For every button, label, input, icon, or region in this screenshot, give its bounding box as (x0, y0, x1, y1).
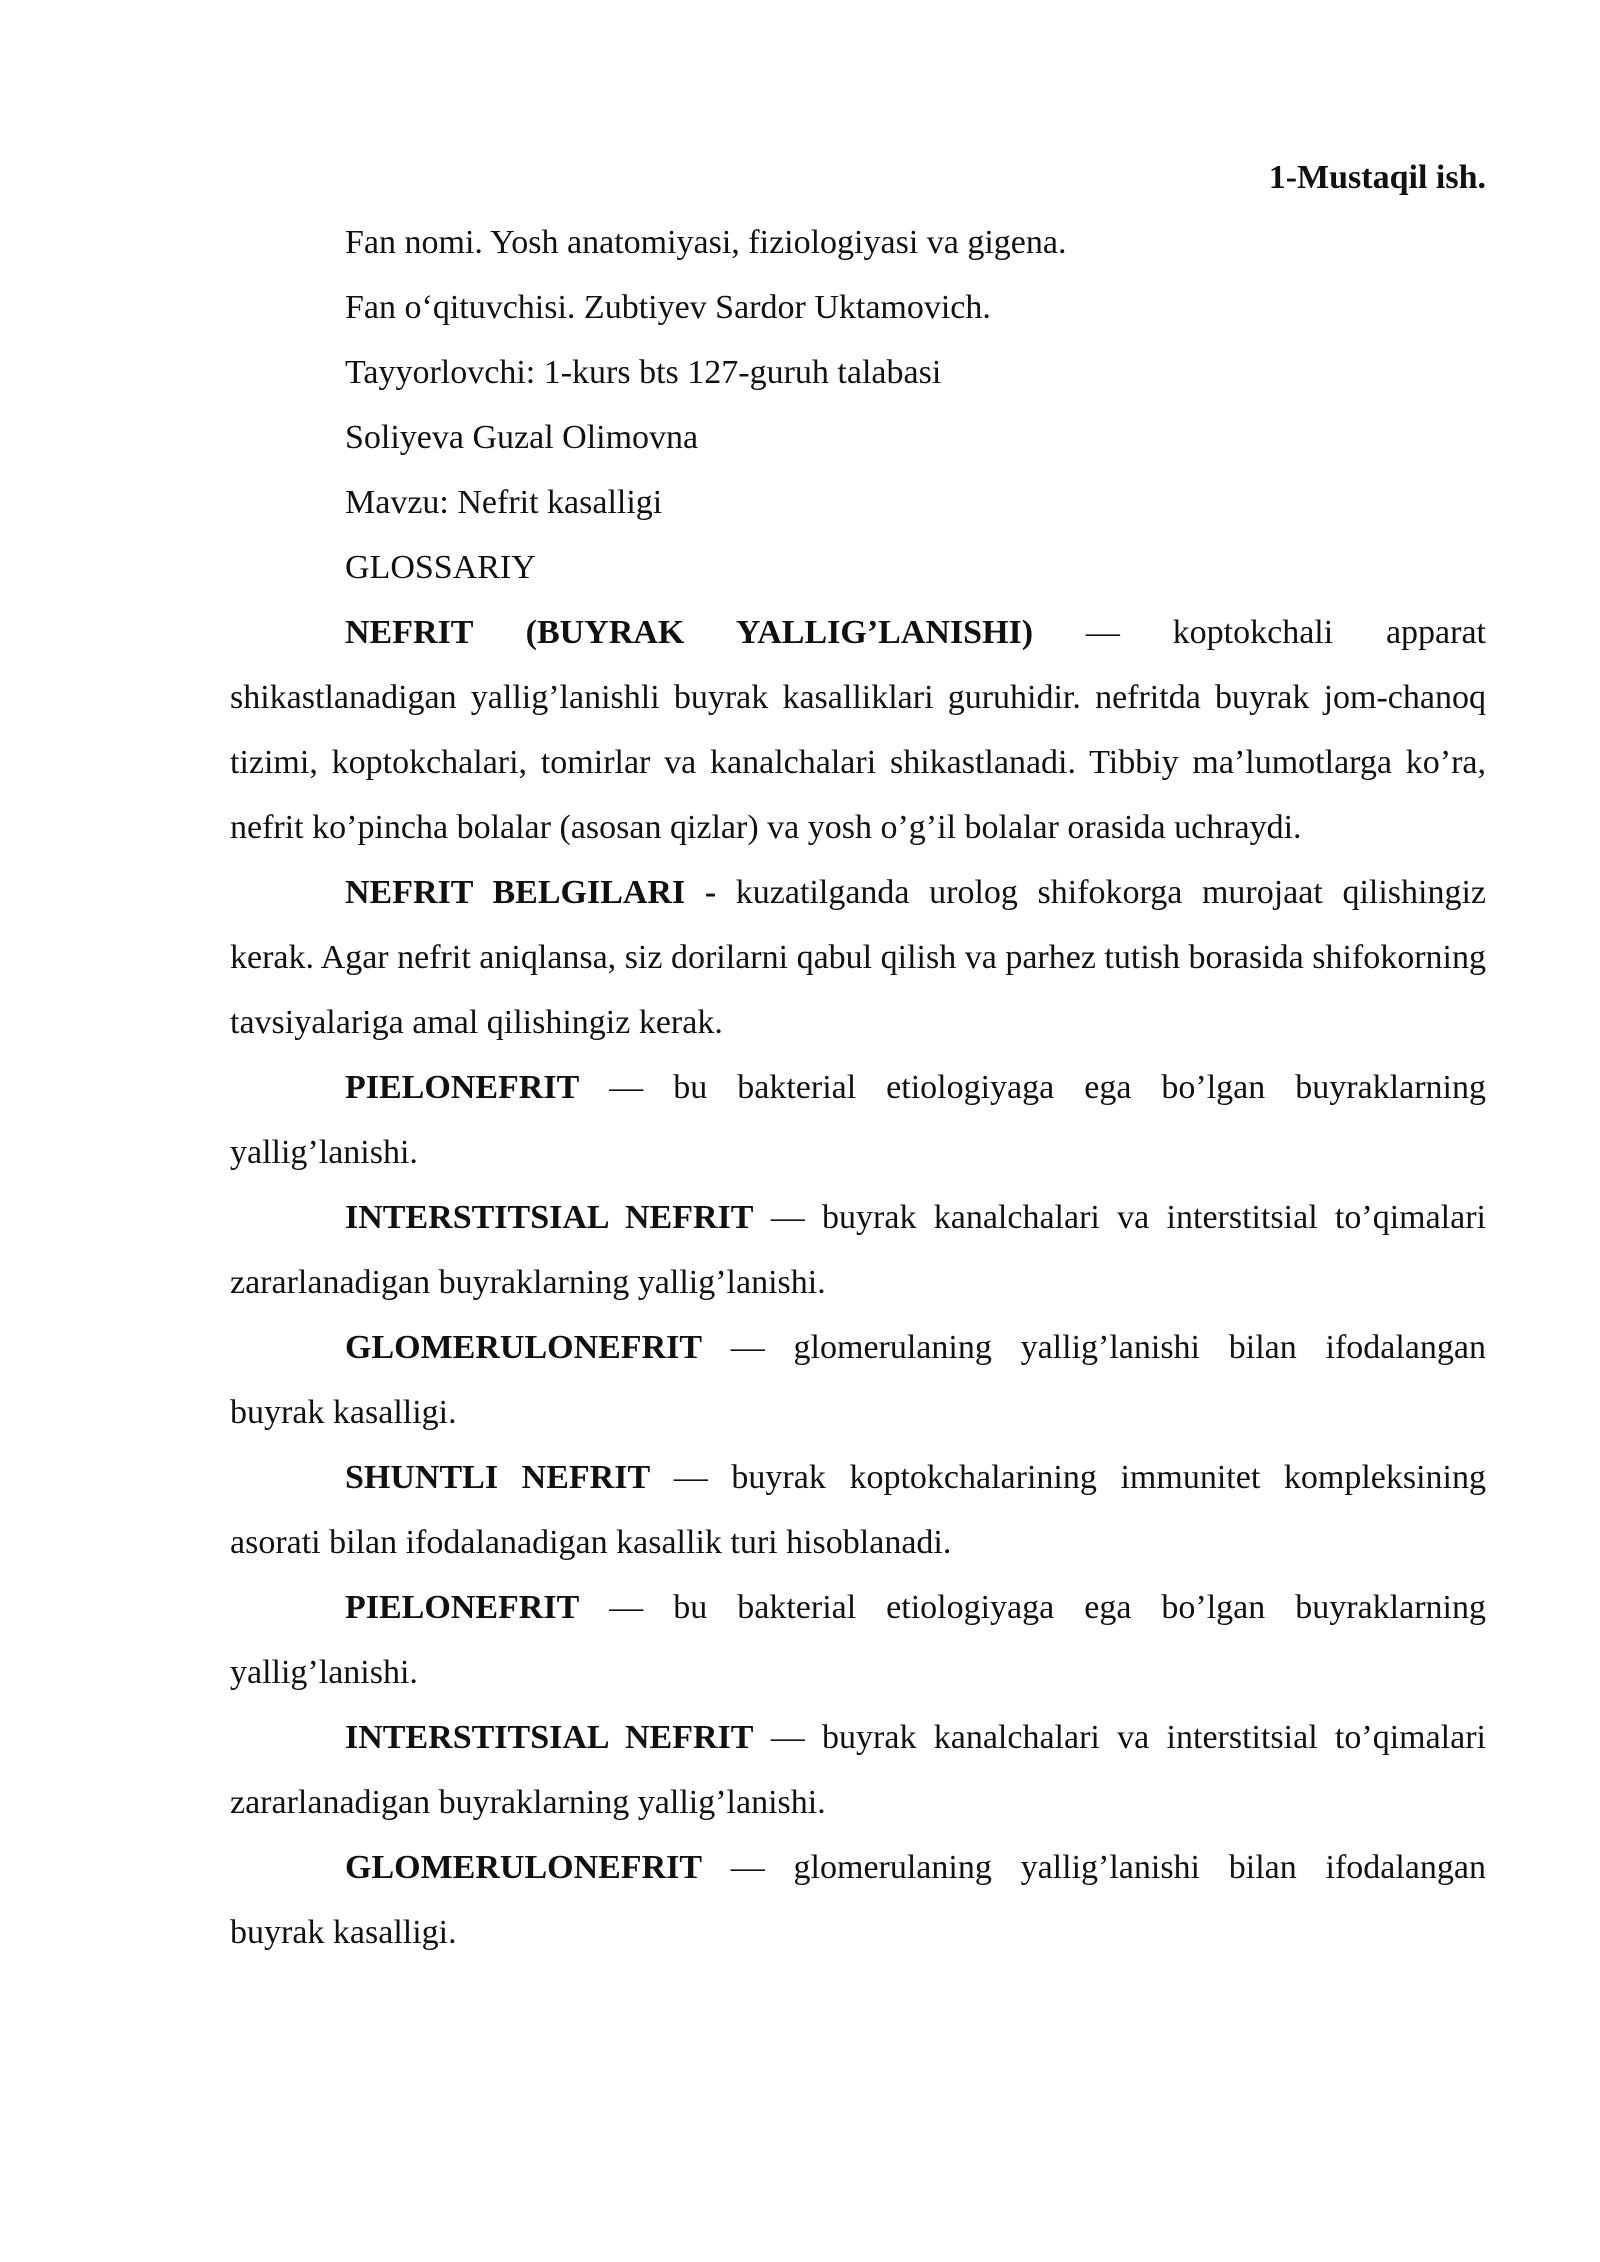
glossary-term: INTERSTITSIAL NEFRIT (345, 1199, 754, 1236)
document-heading: 1-Mustaqil ish. (1268, 159, 1486, 196)
student-name-line: Soliyeva Guzal Olimovna (345, 419, 699, 456)
glossary-entry (230, 600, 1486, 860)
glossary-term: PIELONEFRIT (345, 1069, 580, 1106)
glossary-term: NEFRIT (BUYRAK YALLIG’LANISHI) (345, 614, 1034, 651)
glossary-definition: — bu bakterial etiologiyaga ega bo’lgan buyraklarning yallig’lanishi. (230, 1069, 1486, 1171)
preparer-line: Tayyorlovchi: 1-kurs bts 127-guruh talabasi (345, 354, 942, 391)
glossary-entry (230, 1315, 1486, 1445)
glossary-definition: — glomerulaning yallig’lanishi bilan ifodalangan buyrak kasalligi. (230, 1849, 1486, 1951)
glossary-term: GLOMERULONEFRIT (345, 1329, 703, 1366)
glossary-title: GLOSSARIY (345, 549, 536, 586)
glossary-term: INTERSTITSIAL NEFRIT (345, 1719, 754, 1756)
glossary-definition: — buyrak koptokchalarining immunitet kompleksining asorati bilan ifodalanadigan kasallik turi hisoblanadi. (230, 1459, 1487, 1561)
glossary-definition: — bu bakterial etiologiyaga ega bo’lgan buyraklarning yallig’lanishi. (230, 1589, 1486, 1691)
glossary-definition: — glomerulaning yallig’lanishi bilan ifodalangan buyrak kasalligi. (230, 1329, 1486, 1431)
glossary-term: GLOMERULONEFRIT (345, 1849, 703, 1886)
glossary-term: PIELONEFRIT (345, 1589, 580, 1626)
glossary-entry (230, 1835, 1486, 1965)
glossary-entry (230, 860, 1486, 1055)
glossary-entry (230, 1055, 1486, 1185)
glossary-entry (230, 1705, 1486, 1835)
glossary-entry (230, 1185, 1486, 1315)
glossary-entry (230, 1575, 1486, 1705)
glossary-definition: — koptokchali apparat shikastlanadigan yallig’lanishli buyrak kasalliklari guruhidir. nefritda buyrak jom-chanoq tizimi, koptokchalari, tomirlar va kanalchalari shikastlanadi. Tibbiy ma’lumotlarga ko’ra, nefrit ko’pincha bolalar (asosan qizlar) va yosh o’g’il bolalar orasida uchraydi. (230, 614, 1487, 846)
subject-line: Fan nomi. Yosh anatomiyasi, fiziologiyasi va gigena. (345, 224, 1067, 261)
glossary-definition: — buyrak kanalchalari va interstitsial to’qimalari zararlanadigan buyraklarning yallig’lanishi. (230, 1719, 1486, 1821)
glossary-entry (230, 1445, 1486, 1575)
glossary-term: NEFRIT BELGILARI - (345, 874, 717, 911)
teacher-line: Fan o‘qituvchisi. Zubtiyev Sardor Uktamovich. (345, 289, 991, 326)
glossary-term: SHUNTLI NEFRIT (345, 1459, 651, 1496)
glossary-definition: kuzatilganda urolog shifokorga murojaat qilishingiz kerak. Agar nefrit aniqlansa, siz dorilarni qabul qilish va parhez tutish borasida shifokorning tavsiyalariga amal qilishingiz kerak. (230, 874, 1486, 1041)
document-page (230, 145, 1486, 1965)
topic-line: Mavzu: Nefrit kasalligi (345, 484, 663, 521)
glossary-definition: — buyrak kanalchalari va interstitsial to’qimalari zararlanadigan buyraklarning yallig’lanishi. (230, 1199, 1486, 1301)
